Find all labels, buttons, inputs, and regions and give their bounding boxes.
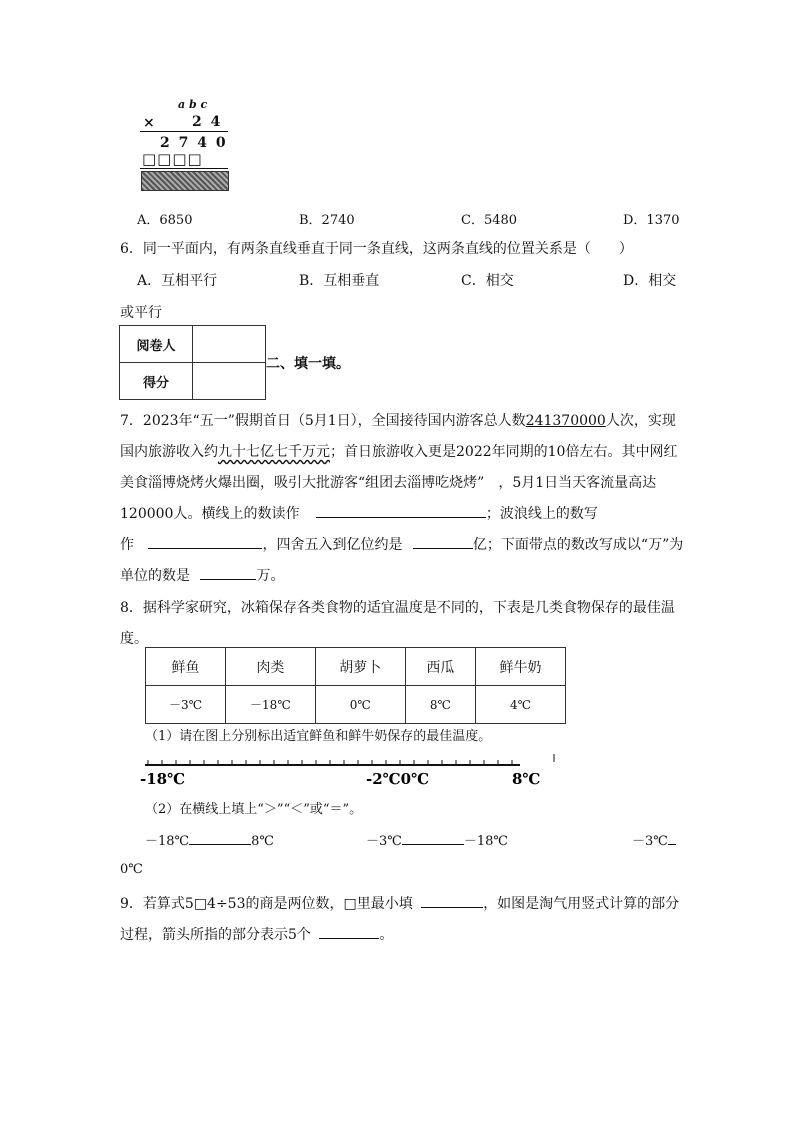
q9-line-2 [120, 924, 393, 944]
compare-3-right: 0℃ [120, 862, 143, 877]
temp-header-meat: 肉类 [225, 648, 315, 686]
temp-value-fish: －3℃ [146, 686, 226, 724]
number-line[interactable] [140, 750, 560, 788]
q8-sub-1: （1）请在图上分别标出适宜鲜鱼和鲜牛奶保存的最佳温度。 [145, 729, 492, 744]
compare-2 [366, 830, 508, 849]
temp-header-milk: 鲜牛奶 [476, 648, 566, 686]
q7-line-5 [120, 534, 683, 554]
q8-sub-2: （2）在横线上填上“＞”“＜”或“＝”。 [145, 802, 363, 817]
q9-l2a: 过程，箭头所指的部分表示5个 [120, 927, 311, 943]
q7-l4a: 120000人。横线上的数读作 [120, 506, 300, 522]
q7-underlined-number: 241370000 [525, 413, 606, 429]
q9-l1b: ，如图是淘气用竖式计算的部分 [483, 896, 680, 912]
mult-letters: a b c [178, 98, 208, 111]
q7-line-2 [120, 441, 677, 461]
mult-hidden-result [141, 171, 229, 191]
q7-line-6 [120, 565, 284, 585]
temp-header-carrot: 胡萝卜 [315, 648, 405, 686]
q7-blank-round[interactable] [413, 534, 473, 549]
q9-blank-unit[interactable] [319, 924, 379, 939]
q7-line-3: 美食淄博烧烤火爆出圈，吸引大批游客“组团去淄博吃烧烤” ，5月1日当天客流量高达 [120, 475, 657, 491]
q6-stem: 6．同一平面内，有两条直线垂直于同一条直线，这两条直线的位置关系是（ ） [120, 241, 633, 257]
number-line-label-mid: -2℃0℃ [366, 770, 430, 788]
compare-2-blank[interactable] [402, 830, 464, 845]
q7-blank-read[interactable] [316, 503, 486, 518]
temp-value-watermelon: 8℃ [405, 686, 475, 724]
score-cell-score[interactable] [193, 363, 266, 400]
q5-option-b[interactable]: B．2740 [299, 213, 355, 228]
q7-line-4 [120, 503, 598, 523]
number-line-label-left: -18℃ [140, 770, 186, 788]
q7-l5c: 亿；下面带点的数改写成以“万”为 [472, 537, 684, 553]
q6-option-d[interactable]: D．相交 [623, 273, 677, 289]
q9-line-1 [120, 893, 679, 913]
q5-option-d[interactable]: D．1370 [623, 213, 680, 228]
compare-3 [632, 830, 676, 849]
q6-option-b[interactable]: B．互相垂直 [299, 273, 380, 289]
q5-option-a[interactable]: A．6850 [137, 213, 193, 228]
score-label-score: 得分 [120, 363, 193, 400]
mult-boxes: □□□□ [142, 150, 203, 168]
compare-3-blank[interactable] [668, 830, 676, 845]
q7-l5b: ，四舍五入到亿位约是 [262, 537, 403, 553]
q5-option-c[interactable]: C．5480 [461, 213, 518, 228]
mult-multiplier: 2 4 [192, 114, 223, 130]
compare-1-blank[interactable] [189, 830, 251, 845]
q7-blank-wan[interactable] [200, 565, 256, 580]
compare-1-left: －18℃ [145, 834, 190, 849]
q9-l2b: 。 [379, 927, 394, 943]
temp-header-fish: 鲜鱼 [146, 648, 226, 686]
q8-line-1: 8．据科学家研究，冰箱保存各类食物的适宜温度是不同的，下表是几类食物保存的最佳温 [120, 600, 675, 616]
mult-partial: 2 7 4 0 [160, 135, 228, 151]
q7-l1b: 人次，实现 [605, 413, 676, 429]
temp-value-milk: 4℃ [476, 686, 566, 724]
q7-blank-write[interactable] [148, 534, 262, 549]
q7-wavy-number: 九十七亿七千万元 [218, 444, 330, 460]
q7-l2a: 国内旅游收入约 [120, 444, 218, 460]
q9-blank-min[interactable] [421, 893, 483, 908]
temperature-table [145, 647, 566, 724]
q7-l5a: 作 [120, 537, 134, 553]
compare-3-left: －3℃ [632, 834, 668, 849]
mult-sign: × [143, 115, 155, 131]
score-label-grader: 阅卷人 [120, 326, 193, 363]
section-2-title: 二、填一填。 [266, 356, 350, 372]
mult-line-2 [140, 168, 228, 169]
q8-line-2: 度。 [120, 631, 148, 647]
temp-value-meat: －18℃ [225, 686, 315, 724]
q7-l2b: ；首日旅游收入更是2022年同期的10倍左右。其中网红 [330, 444, 678, 460]
temp-value-carrot: 0℃ [315, 686, 405, 724]
q7-l4b: ；波浪线上的数写 [485, 506, 598, 522]
q7-l6b: 万。 [256, 568, 285, 584]
q6-option-d-cont: 或平行 [120, 305, 162, 321]
compare-1-right: 8℃ [251, 834, 274, 849]
temp-header-watermelon: 西瓜 [405, 648, 475, 686]
score-cell-grader[interactable] [193, 326, 266, 363]
q9-l1a: 9．若算式5□4÷53的商是两位数，□里最小填 [120, 896, 413, 912]
compare-2-right: －18℃ [463, 834, 508, 849]
q7-l6a: 单位的数是 [120, 568, 190, 584]
score-table [119, 325, 266, 400]
compare-1 [145, 830, 274, 849]
number-line-label-right: 8℃ [512, 770, 541, 788]
compare-2-left: －3℃ [366, 834, 402, 849]
q7-line-1 [120, 410, 676, 430]
q6-option-c[interactable]: C．相交 [461, 273, 514, 289]
q7-l1a: 7．2023年“五一”假期首日（5月1日），全国接待国内游客总人数 [120, 413, 526, 429]
mult-line-1 [140, 131, 228, 132]
q6-option-a[interactable]: A．互相平行 [137, 273, 218, 289]
